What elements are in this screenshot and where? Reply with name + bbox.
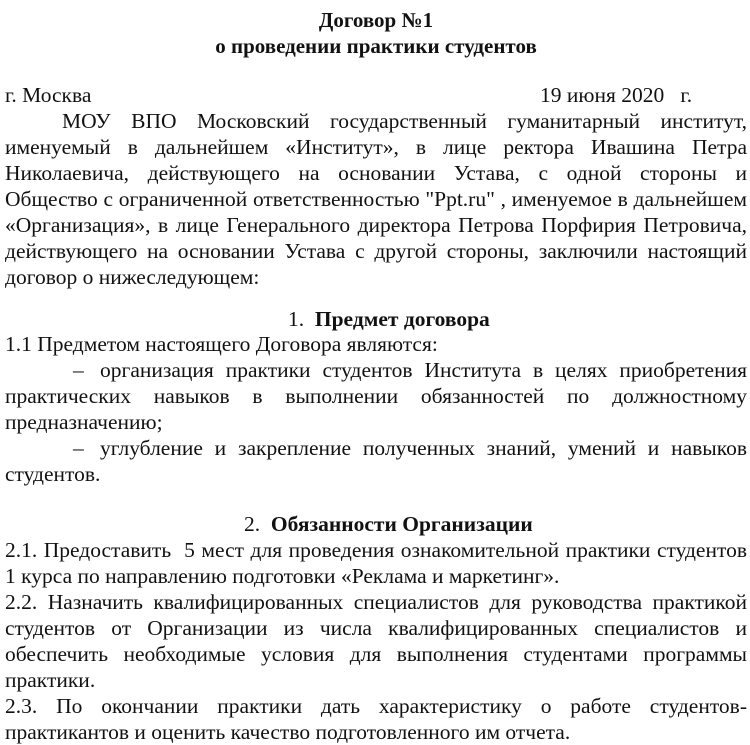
section-number: 1.	[288, 307, 305, 331]
bullet-line: углубление и закрепление полученных знаний, умений и навыков	[100, 436, 747, 460]
clause-line: 1 курса по направлению подготовки «Реклама и маркетинг».	[5, 564, 560, 588]
section-heading	[288, 306, 490, 332]
clause-line: 2.3. По окончании практики дать характеристику о работе студентов-	[5, 694, 747, 718]
section-number: 2.	[244, 512, 261, 536]
bullet-line: организация практики студентов Института в целях приобретения	[100, 358, 747, 382]
preamble-line: Николаевича, действующего на основании Устава, с одной стороны и	[5, 161, 747, 185]
clause-line: студентов от Организации из числа квалифицированных специалистов и	[5, 616, 747, 640]
preamble-line: действующего на основании Устава с другой стороны, заключили настоящий	[5, 239, 747, 263]
document-title: Договор №1	[318, 8, 434, 32]
bullet-line: студентов.	[5, 462, 101, 486]
section-title: Обязанности Организации	[270, 512, 533, 536]
preamble-line: договор о нижеследующем:	[5, 265, 260, 289]
bullet-line: практических навыков в выполнении обязанностей по должностному	[5, 384, 747, 408]
preamble-line: МОУ ВПО Московский государственный гуманитарный институт,	[62, 109, 747, 133]
clause-line: обеспечить необходимые условия для выполнения студентами программы	[5, 642, 747, 666]
preamble-line: именуемый в дальнейшем «Институт», в лице ректора Ивашина Петра	[5, 135, 747, 159]
city: г. Москва	[5, 83, 92, 107]
section-heading	[244, 511, 533, 537]
dash-marker: –	[73, 436, 84, 460]
clause-line: практикантов и оценить качество подготовленного им отчета.	[5, 720, 571, 744]
clause-intro: 1.1 Предметом настоящего Договора являются:	[5, 332, 438, 356]
clause-line: практики.	[5, 668, 96, 692]
dash-marker: –	[73, 358, 84, 382]
section-title: Предмет договора	[314, 307, 490, 331]
document-subtitle: о проведении практики студентов	[215, 34, 537, 58]
bullet-line: предназначению;	[5, 410, 163, 434]
city-date-row	[5, 82, 747, 108]
clause-line: 2.1. Предоставить 5 мест для проведения ознакомительной практики студентов	[5, 538, 747, 562]
preamble-line: Общество с ограниченной ответственностью "Ppt.ru" , именуемое в дальнейшем	[5, 187, 747, 211]
preamble-line: «Организация», в лице Генерального директора Петрова Порфирия Петровича,	[5, 213, 747, 237]
clause-line: 2.2. Назначить квалифицированных специалистов для руководства практикой	[5, 590, 747, 614]
date: 19 июня 2020 г.	[540, 83, 693, 107]
